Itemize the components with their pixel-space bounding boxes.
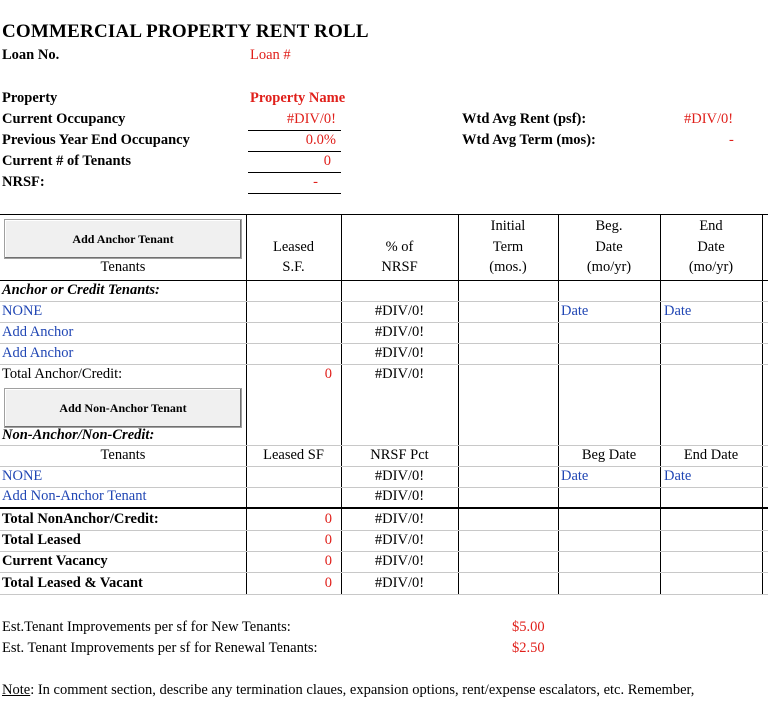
wtd-avg-rent-value: #DIV/0! xyxy=(684,111,734,127)
add-non-anchor-tenant-button[interactable]: Add Non-Anchor Tenant xyxy=(4,388,242,428)
total-anchor-label: Total Anchor/Credit: xyxy=(2,366,123,382)
non-anchor-pct: #DIV/0! xyxy=(374,488,425,504)
total-row-label: Total Leased & Vacant xyxy=(2,575,143,591)
col-header-tenants: Tenants xyxy=(100,259,146,275)
non-anchor-end-date[interactable]: Date xyxy=(664,468,692,484)
col-header-beg-1: Beg. xyxy=(595,218,623,234)
row-line xyxy=(0,301,768,302)
total-row-sf: 0 xyxy=(324,575,332,591)
total-row-label: Current Vacancy xyxy=(2,553,108,569)
col-divider-6 xyxy=(762,214,763,595)
prev-year-occupancy-value[interactable]: 0.0% xyxy=(305,132,336,148)
col-header-beg-2: Date xyxy=(595,239,623,255)
anchor-pct: #DIV/0! xyxy=(374,324,425,340)
total-row-pct: #DIV/0! xyxy=(374,532,425,548)
row-line xyxy=(0,530,768,531)
ti-new-label: Est.Tenant Improvements per sf for New Tenants: xyxy=(2,619,291,635)
col-header-beg-3: (mo/yr) xyxy=(586,259,632,275)
nrsf-underline xyxy=(248,193,341,194)
note-text: : In comment section, describe any termination claues, expansion options, rent/expense escalators, etc. Remember, xyxy=(30,682,695,698)
total-row-sf: 0 xyxy=(324,553,332,569)
occupancy-underline xyxy=(248,130,341,131)
add-anchor-row[interactable]: Add Anchor xyxy=(2,324,74,340)
loan-no-value[interactable]: Loan # xyxy=(250,47,291,63)
non-anchor-header-leased: Leased SF xyxy=(263,447,324,463)
col-header-pct-2: NRSF xyxy=(381,259,418,275)
prev-year-occupancy-label: Previous Year End Occupancy xyxy=(2,132,190,148)
row-line xyxy=(0,364,768,365)
col-header-term-1: Initial xyxy=(490,218,526,234)
non-anchor-header-tenants: Tenants xyxy=(100,447,146,463)
non-anchor-header-pct: NRSF Pct xyxy=(370,447,429,463)
total-row-pct: #DIV/0! xyxy=(374,553,425,569)
col-header-end-3: (mo/yr) xyxy=(688,259,734,275)
col-header-leased-2: S.F. xyxy=(282,259,305,275)
total-anchor-sf: 0 xyxy=(324,366,332,382)
nrsf-value: - xyxy=(313,174,318,190)
wtd-avg-rent-label: Wtd Avg Rent (psf): xyxy=(462,111,587,127)
note-line xyxy=(2,682,694,699)
row-line xyxy=(0,322,768,323)
total-row-sf: 0 xyxy=(324,511,332,527)
anchor-pct: #DIV/0! xyxy=(374,303,425,319)
total-row-sf: 0 xyxy=(324,532,332,548)
totals-top-border xyxy=(0,507,768,509)
current-occupancy-value: #DIV/0! xyxy=(286,111,336,127)
nrsf-label: NRSF: xyxy=(2,174,45,190)
ti-new-value[interactable]: $5.00 xyxy=(512,619,545,635)
wtd-avg-term-value: - xyxy=(729,132,734,148)
non-anchor-header-end: End Date xyxy=(683,447,739,463)
ti-renewal-value[interactable]: $2.50 xyxy=(512,640,545,656)
prev-occupancy-underline xyxy=(248,151,341,152)
anchor-beg-date[interactable]: Date xyxy=(561,303,589,319)
row-line xyxy=(0,445,768,446)
add-anchor-tenant-button[interactable]: Add Anchor Tenant xyxy=(4,219,242,259)
row-line xyxy=(0,466,768,467)
page-title: COMMERCIAL PROPERTY RENT ROLL xyxy=(2,21,369,42)
total-row-label: Total Leased xyxy=(2,532,81,548)
col-header-end-1: End xyxy=(699,218,723,234)
col-header-end-2: Date xyxy=(697,239,725,255)
col-header-term-2: Term xyxy=(492,239,524,255)
anchor-end-date[interactable]: Date xyxy=(664,303,692,319)
col-header-leased-1: Leased xyxy=(272,239,315,255)
current-occupancy-label: Current Occupancy xyxy=(2,111,126,127)
table-top-border xyxy=(0,214,768,215)
non-anchor-header-beg: Beg Date xyxy=(581,447,637,463)
header-bottom-border xyxy=(0,280,768,281)
anchor-pct: #DIV/0! xyxy=(374,345,425,361)
anchor-tenant-name[interactable]: NONE xyxy=(2,303,43,319)
num-tenants-value: 0 xyxy=(323,153,331,169)
wtd-avg-term-label: Wtd Avg Term (mos): xyxy=(462,132,596,148)
property-name-value[interactable]: Property Name xyxy=(250,90,346,106)
col-header-term-3: (mos.) xyxy=(489,259,527,275)
num-tenants-label: Current # of Tenants xyxy=(2,153,132,169)
ti-renewal-label: Est. Tenant Improvements per sf for Renewal Tenants: xyxy=(2,640,318,656)
non-anchor-tenant-name[interactable]: NONE xyxy=(2,468,43,484)
total-row-pct: #DIV/0! xyxy=(374,511,425,527)
add-non-anchor-row[interactable]: Add Non-Anchor Tenant xyxy=(2,488,147,504)
non-anchor-beg-date[interactable]: Date xyxy=(561,468,589,484)
note-label: Note xyxy=(2,682,31,698)
row-line xyxy=(0,343,768,344)
non-anchor-pct: #DIV/0! xyxy=(374,468,425,484)
col-header-pct-1: % of xyxy=(385,239,414,255)
add-anchor-row[interactable]: Add Anchor xyxy=(2,345,74,361)
loan-no-label: Loan No. xyxy=(2,47,60,63)
total-row-pct: #DIV/0! xyxy=(374,575,425,591)
num-tenants-underline xyxy=(248,172,341,173)
total-row-label: Total NonAnchor/Credit: xyxy=(2,511,159,527)
anchor-section-label: Anchor or Credit Tenants: xyxy=(2,282,160,298)
non-anchor-section-label: Non-Anchor/Non-Credit: xyxy=(2,427,155,443)
row-line xyxy=(0,572,768,573)
row-line xyxy=(0,594,768,595)
row-line xyxy=(0,551,768,552)
total-anchor-pct: #DIV/0! xyxy=(374,366,425,382)
property-label: Property xyxy=(2,90,58,106)
